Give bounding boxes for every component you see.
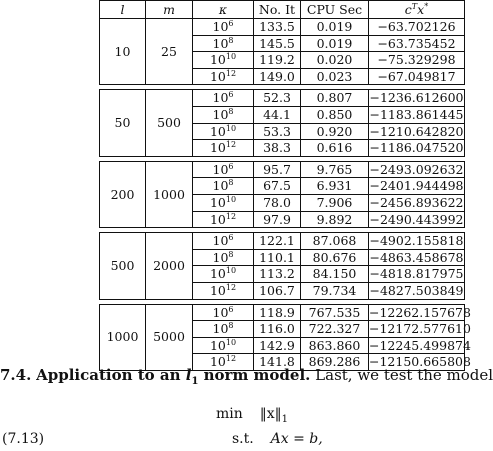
cell-objective: −1186.047520 <box>369 140 464 156</box>
kappa-exponent: 6 <box>228 90 234 100</box>
cell-cpu-sec: 0.019 <box>301 35 369 52</box>
cell-l: 500 <box>100 233 146 299</box>
kappa-base: 10 <box>209 266 226 282</box>
kappa-exponent: 6 <box>228 232 234 242</box>
kappa-exponent: 6 <box>228 161 234 171</box>
cell-no-it: 38.3 <box>254 140 301 157</box>
header-cpu-sec: CPU Sec <box>301 1 369 19</box>
cell-objective: −2456.893622 <box>369 194 464 210</box>
kappa-exponent: 6 <box>228 304 234 314</box>
cell-no-it: 142.9 <box>254 337 301 354</box>
cell-objective: −12262.157678 <box>369 304 471 320</box>
table-row <box>100 19 465 36</box>
kappa-exponent: 8 <box>228 178 234 188</box>
kappa-base: 10 <box>212 304 229 320</box>
cell-no-it: 118.9 <box>254 304 301 321</box>
cell-no-it: 133.5 <box>254 19 301 36</box>
cell-cpu-sec: 87.068 <box>301 233 369 250</box>
cell-no-it: 52.3 <box>254 90 301 107</box>
cell-kappa <box>193 161 254 178</box>
kappa-exponent: 8 <box>228 106 234 116</box>
cell-no-it: 53.3 <box>254 123 301 140</box>
results-table-container <box>99 0 471 371</box>
kappa-exponent: 12 <box>225 354 237 364</box>
kappa-exponent: 12 <box>225 282 237 292</box>
cell-no-it: 110.1 <box>254 249 301 266</box>
cell-objective: −1183.861445 <box>369 106 464 122</box>
cell-kappa <box>193 140 254 157</box>
section-heading <box>0 366 493 391</box>
cell-objective: −2490.443992 <box>369 211 464 227</box>
cell-no-it: 95.7 <box>254 161 301 178</box>
kappa-base: 10 <box>212 233 229 249</box>
cell-kappa <box>193 52 254 69</box>
cell-objective: −4818.817975 <box>369 266 464 282</box>
kappa-exponent: 8 <box>228 35 234 45</box>
cell-no-it: 44.1 <box>254 106 301 123</box>
cell-objective: −12172.577610 <box>369 321 471 337</box>
cell-cpu-sec: 7.906 <box>301 194 369 211</box>
constraint-expression: Ax = b, <box>270 431 323 447</box>
cell-l: 50 <box>100 90 146 156</box>
kappa-exponent: 8 <box>228 249 234 259</box>
cell-objective: −4863.458678 <box>369 249 464 265</box>
cell-cpu-sec: 0.023 <box>301 68 369 85</box>
kappa-base: 10 <box>209 140 226 156</box>
cell-cpu-sec: 0.920 <box>301 123 369 140</box>
header-no-it: No. It <box>254 1 301 19</box>
cell-no-it: 106.7 <box>254 282 301 299</box>
cell-kappa <box>193 282 254 299</box>
cell-no-it: 67.5 <box>254 178 301 195</box>
cell-no-it: 78.0 <box>254 194 301 211</box>
cell-cpu-sec: 84.150 <box>301 266 369 283</box>
cell-l: 1000 <box>100 304 146 370</box>
kappa-exponent: 10 <box>225 123 237 133</box>
header-l: l <box>100 1 146 19</box>
header-kappa: κ <box>193 1 254 19</box>
cell-cpu-sec: 80.676 <box>301 249 369 266</box>
kappa-base: 10 <box>212 178 229 194</box>
table-header-row <box>100 1 465 19</box>
kappa-exponent: 12 <box>225 211 237 221</box>
objective-operator: min <box>216 406 243 422</box>
header-objective: $c^Tx^*$ <box>369 1 465 19</box>
cell-no-it: 119.2 <box>254 52 301 69</box>
kappa-base: 10 <box>209 123 226 139</box>
cell-kappa <box>193 19 254 36</box>
cell-kappa <box>193 249 254 266</box>
cell-cpu-sec: 767.535 <box>301 304 369 321</box>
cell-kappa <box>193 266 254 283</box>
kappa-exponent: 8 <box>228 320 234 330</box>
cell-kappa <box>193 35 254 52</box>
cell-kappa <box>193 304 254 321</box>
kappa-base: 10 <box>212 249 229 265</box>
kappa-base: 10 <box>212 321 229 337</box>
cell-no-it: 149.0 <box>254 68 301 85</box>
kappa-base: 10 <box>212 161 229 177</box>
cell-l: 10 <box>100 19 146 85</box>
cell-kappa <box>193 211 254 228</box>
cell-kappa <box>193 321 254 338</box>
kappa-base: 10 <box>209 52 226 68</box>
table-row <box>100 90 465 107</box>
cell-no-it: 113.2 <box>254 266 301 283</box>
cell-cpu-sec: 0.616 <box>301 140 369 157</box>
cell-m: 500 <box>146 90 193 156</box>
cell-cpu-sec: 79.734 <box>301 282 369 299</box>
cell-objective: −67.049817 <box>369 68 465 85</box>
table-row <box>100 161 465 178</box>
cell-cpu-sec: 722.327 <box>301 321 369 338</box>
kappa-base: 10 <box>212 106 229 122</box>
results-table <box>99 0 471 371</box>
cell-cpu-sec: 6.931 <box>301 178 369 195</box>
cell-objective: −1236.612600 <box>369 90 464 106</box>
cell-objective: −75.329298 <box>369 52 465 69</box>
cell-m: 5000 <box>146 304 193 370</box>
cell-m: 2000 <box>146 233 193 299</box>
cell-no-it: 145.5 <box>254 35 301 52</box>
section-title: Application to an $l_1$ norm model. <box>36 366 311 387</box>
cell-cpu-sec: 9.765 <box>301 161 369 178</box>
cell-kappa <box>193 178 254 195</box>
table-row <box>100 304 465 321</box>
cell-kappa <box>193 68 254 85</box>
cell-kappa <box>193 337 254 354</box>
cell-kappa <box>193 123 254 140</box>
table-row <box>100 233 465 250</box>
cell-cpu-sec: 0.850 <box>301 106 369 123</box>
kappa-exponent: 6 <box>228 18 234 28</box>
kappa-base: 10 <box>209 282 226 298</box>
cell-objective: −2401.944498 <box>369 178 464 194</box>
cell-cpu-sec: 0.019 <box>301 19 369 36</box>
cell-objective: −12245.499874 <box>369 337 471 353</box>
kappa-exponent: 10 <box>225 266 237 276</box>
kappa-base: 10 <box>212 90 229 106</box>
kappa-exponent: 10 <box>225 337 237 347</box>
kappa-exponent: 12 <box>225 68 237 78</box>
kappa-exponent: 10 <box>225 194 237 204</box>
cell-cpu-sec: 863.860 <box>301 337 369 354</box>
cell-objective: −12150.665808 <box>369 354 471 370</box>
section-number: 7.4. <box>0 366 32 384</box>
cell-kappa <box>193 194 254 211</box>
cell-m: 1000 <box>146 161 193 227</box>
cell-no-it: 97.9 <box>254 211 301 228</box>
cell-objective: −1210.642820 <box>369 123 464 139</box>
kappa-base: 10 <box>212 19 229 34</box>
kappa-base: 10 <box>209 354 226 370</box>
objective-expression: $‖x‖_1$ <box>259 406 288 425</box>
cell-m: 25 <box>146 19 193 85</box>
equation-constraint <box>232 431 323 448</box>
kappa-exponent: 10 <box>225 52 237 62</box>
cell-no-it: 116.0 <box>254 321 301 338</box>
kappa-base: 10 <box>209 194 226 210</box>
cell-no-it: 122.1 <box>254 233 301 250</box>
cell-kappa <box>193 90 254 107</box>
cell-no-it: 141.8 <box>254 354 301 371</box>
equation-label: (7.13) <box>2 431 45 447</box>
constraint-operator: s.t. <box>232 431 254 447</box>
equation-objective <box>216 406 288 428</box>
kappa-base: 10 <box>209 337 226 353</box>
cell-cpu-sec: 9.892 <box>301 211 369 228</box>
cell-cpu-sec: 869.286 <box>301 354 369 371</box>
kappa-base: 10 <box>209 68 226 84</box>
cell-cpu-sec: 0.020 <box>301 52 369 69</box>
cell-objective: −4827.503849 <box>369 282 464 298</box>
header-m: m <box>146 1 193 19</box>
cell-objective: −63.702126 <box>369 19 465 36</box>
cell-kappa <box>193 106 254 123</box>
cell-cpu-sec: 0.807 <box>301 90 369 107</box>
cell-objective: −63.735452 <box>369 35 465 52</box>
cell-objective: −4902.155818 <box>369 233 464 249</box>
section-body-text: Last, we test the model <box>315 366 493 384</box>
kappa-base: 10 <box>212 35 229 51</box>
cell-kappa <box>193 233 254 250</box>
cell-objective: −2493.092632 <box>369 161 464 177</box>
kappa-exponent: 12 <box>225 140 237 149</box>
kappa-base: 10 <box>209 211 226 227</box>
cell-l: 200 <box>100 161 146 227</box>
